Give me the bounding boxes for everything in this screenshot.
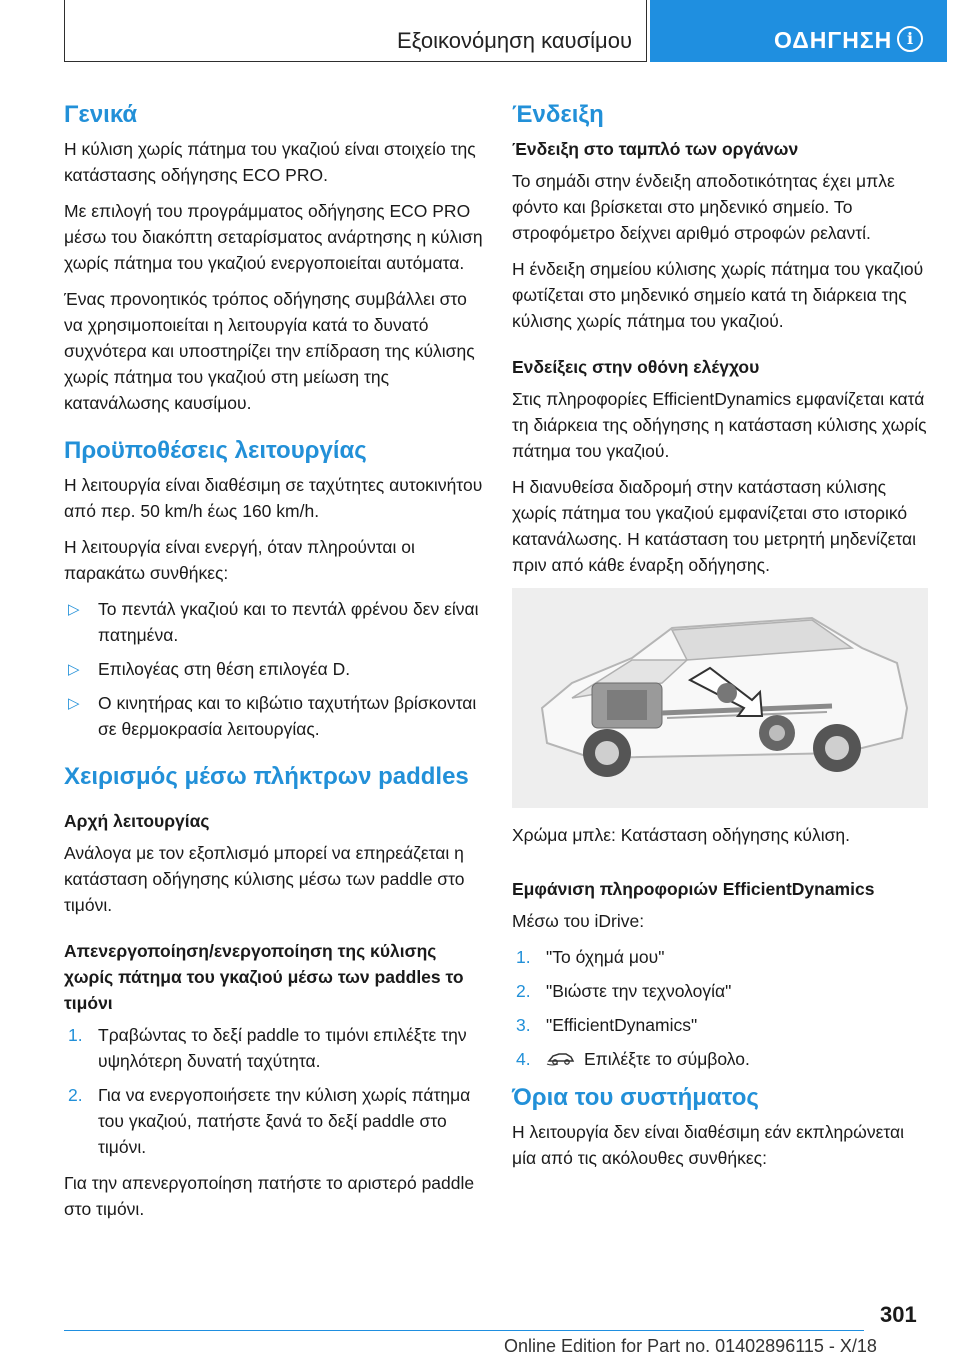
paragraph: Η ένδειξη σημείου κύλισης χωρίς πάτημα του γκαζιού φωτίζεται στο μηδενικό σημείο κατά τη διάρκεια της κύλισης χωρίς πάτημα του γκαζιού.: [512, 259, 924, 331]
list-item: ▷ Το πεντάλ γκαζιού και το πεντάλ φρένου δεν είναι πατημένα.: [68, 599, 479, 645]
subheading-toggle: Απενεργοποίηση/ενεργοποίηση της κύλισης χωρίς πάτημα του γκαζιού μέσω των paddles το τιμόνι: [64, 941, 464, 1013]
triangle-bullet-icon: ▷: [68, 695, 80, 712]
figure-caption: Χρώμα μπλε: Κατάσταση οδήγησης κύλιση.: [512, 825, 850, 845]
list-item: ▷ Επιλογέας στη θέση επιλογέα D.: [64, 656, 484, 682]
paragraph: Η λειτουργία είναι διαθέσιμη σε ταχύτητες αυτοκινήτου από περ. 50 km/h έως 160 km/h.: [64, 475, 483, 521]
heading-display: Ένδειξη: [512, 101, 604, 128]
steps-list: [64, 1022, 484, 1160]
paragraph: Ένας προνοητικός τρόπος οδήγησης συμβάλλει στο να χρησιμοποιείται η λειτουργία κατά το δυνατό συχνότερα και υποστηρίζει την επίδραση της κύλισης χωρίς πάτημα του γκαζιού στη μείωση της κατανάλωσης καυσίμου.: [64, 289, 475, 413]
paragraph: Στις πληροφορίες EfficientDynamics εμφανίζεται κατά τη διάρκεια της οδήγησης η κατάσταση κύλισης χωρίς πάτημα του γκαζιού.: [512, 389, 927, 461]
chapter-tab: [650, 0, 947, 62]
footer-divider: [64, 1330, 864, 1331]
list-item: 1. "Το όχημά μου": [516, 947, 665, 967]
list-item: 3. "EfficientDynamics": [516, 1015, 698, 1035]
subheading-principle: Αρχή λειτουργίας: [64, 811, 210, 831]
right-column: [512, 100, 928, 1181]
paragraph: Η κύλιση χωρίς πάτημα του γκαζιού είναι στοιχείο της κατάστασης οδήγησης ECO PRO.: [64, 139, 476, 185]
coasting-car-icon: [546, 1047, 576, 1073]
paragraph: Μέσω του iDrive:: [512, 911, 645, 931]
list-item: ▷ Ο κινητήρας και το κιβώτιο ταχυτήτων βρίσκονται σε θερμοκρασία λειτουργίας.: [68, 693, 477, 739]
paragraph: Με επιλογή του προγράμματος οδήγησης ECO PRO μέσω του διακόπτη σεταρίσματος ανάρτησης η κύλιση χωρίς πάτημα του γκαζιού ενεργοποιείται αυτόματα.: [64, 201, 483, 273]
heading-limits: Όρια του συστήματος: [512, 1084, 759, 1112]
section-tab: [64, 0, 647, 62]
page-header: [0, 0, 960, 66]
paragraph: Το σημάδι στην ένδειξη αποδοτικότητας έχει μπλε φόντο και βρίσκεται στο μηδενικό σημείο. Το στροφόμετρο δείχνει αριθμό στροφών ρελαντί.: [512, 171, 895, 243]
info-circle-icon: i: [897, 26, 923, 52]
triangle-bullet-icon: ▷: [68, 601, 80, 618]
page-number: 301: [880, 1302, 917, 1327]
list-item: 2. Για να ενεργοποιήσετε την κύλιση χωρίς πάτημα του γκαζιού, πατήστε ξανά το δεξί paddle στο τιμόνι.: [68, 1085, 471, 1157]
paragraph: Η λειτουργία δεν είναι διαθέσιμη εάν εκπληρώνεται μία από τις ακόλουθες συνθήκες:: [512, 1122, 905, 1169]
heading-paddles: Χειρισμός μέσω πλήκτρων paddles: [64, 763, 469, 790]
paragraph: Για την απενεργοποίηση πατήστε το αριστερό paddle στο τιμόνι.: [64, 1173, 475, 1219]
chapter-title: ΟΔΗΓΗΣΗ: [774, 27, 893, 53]
list-item: 1. Τραβώντας το δεξί paddle το τιμόνι επιλέξτε την υψηλότερη δυνατή ταχύτητα.: [68, 1025, 467, 1071]
menu-steps-list: [512, 944, 928, 1073]
section-title: Εξοικονόμηση καυσίμου: [397, 28, 632, 53]
heading-prerequisites: Προϋποθέσεις λειτουργίας: [64, 437, 367, 464]
car-drawing: [512, 588, 928, 808]
subheading-show-info: Εμφάνιση πληροφοριών EfficientDynamics: [512, 879, 875, 899]
list-item: 4. Επιλέξτε το σύμβολο.: [512, 1046, 928, 1073]
triangle-bullet-icon: ▷: [68, 661, 80, 678]
paragraph: Η λειτουργία είναι ενεργή, όταν πληρούνται οι παρακάτω συνθήκες:: [64, 537, 415, 583]
paragraph: Ανάλογα με τον εξοπλισμό μπορεί να επηρεάζεται η κατάσταση οδήγησης κύλισης μέσω των paddle στο τιμόνι.: [64, 843, 465, 915]
list-item: 2. "Βιώστε την τεχνολογία": [516, 981, 732, 1001]
conditions-list: [64, 596, 484, 742]
car-illustration: [512, 588, 928, 808]
footer-edition: Online Edition for Part no. 01402896115 - X/18: [504, 1336, 877, 1356]
subheading-screen: Ενδείξεις στην οθόνη ελέγχου: [512, 357, 760, 377]
paragraph: Η διανυθείσα διαδρομή στην κατάσταση κύλισης χωρίς πάτημα του γκαζιού εμφανίζεται στο ιστορικό κατανάλωσης. Η κατάσταση του μετρητή μηδενίζεται πριν από κάθε έναρξη οδήγησης.: [512, 477, 917, 575]
heading-general: Γενικά: [64, 101, 138, 128]
left-column: [64, 100, 484, 1232]
subheading-cluster: Ένδειξη στο ταμπλό των οργάνων: [512, 139, 799, 159]
